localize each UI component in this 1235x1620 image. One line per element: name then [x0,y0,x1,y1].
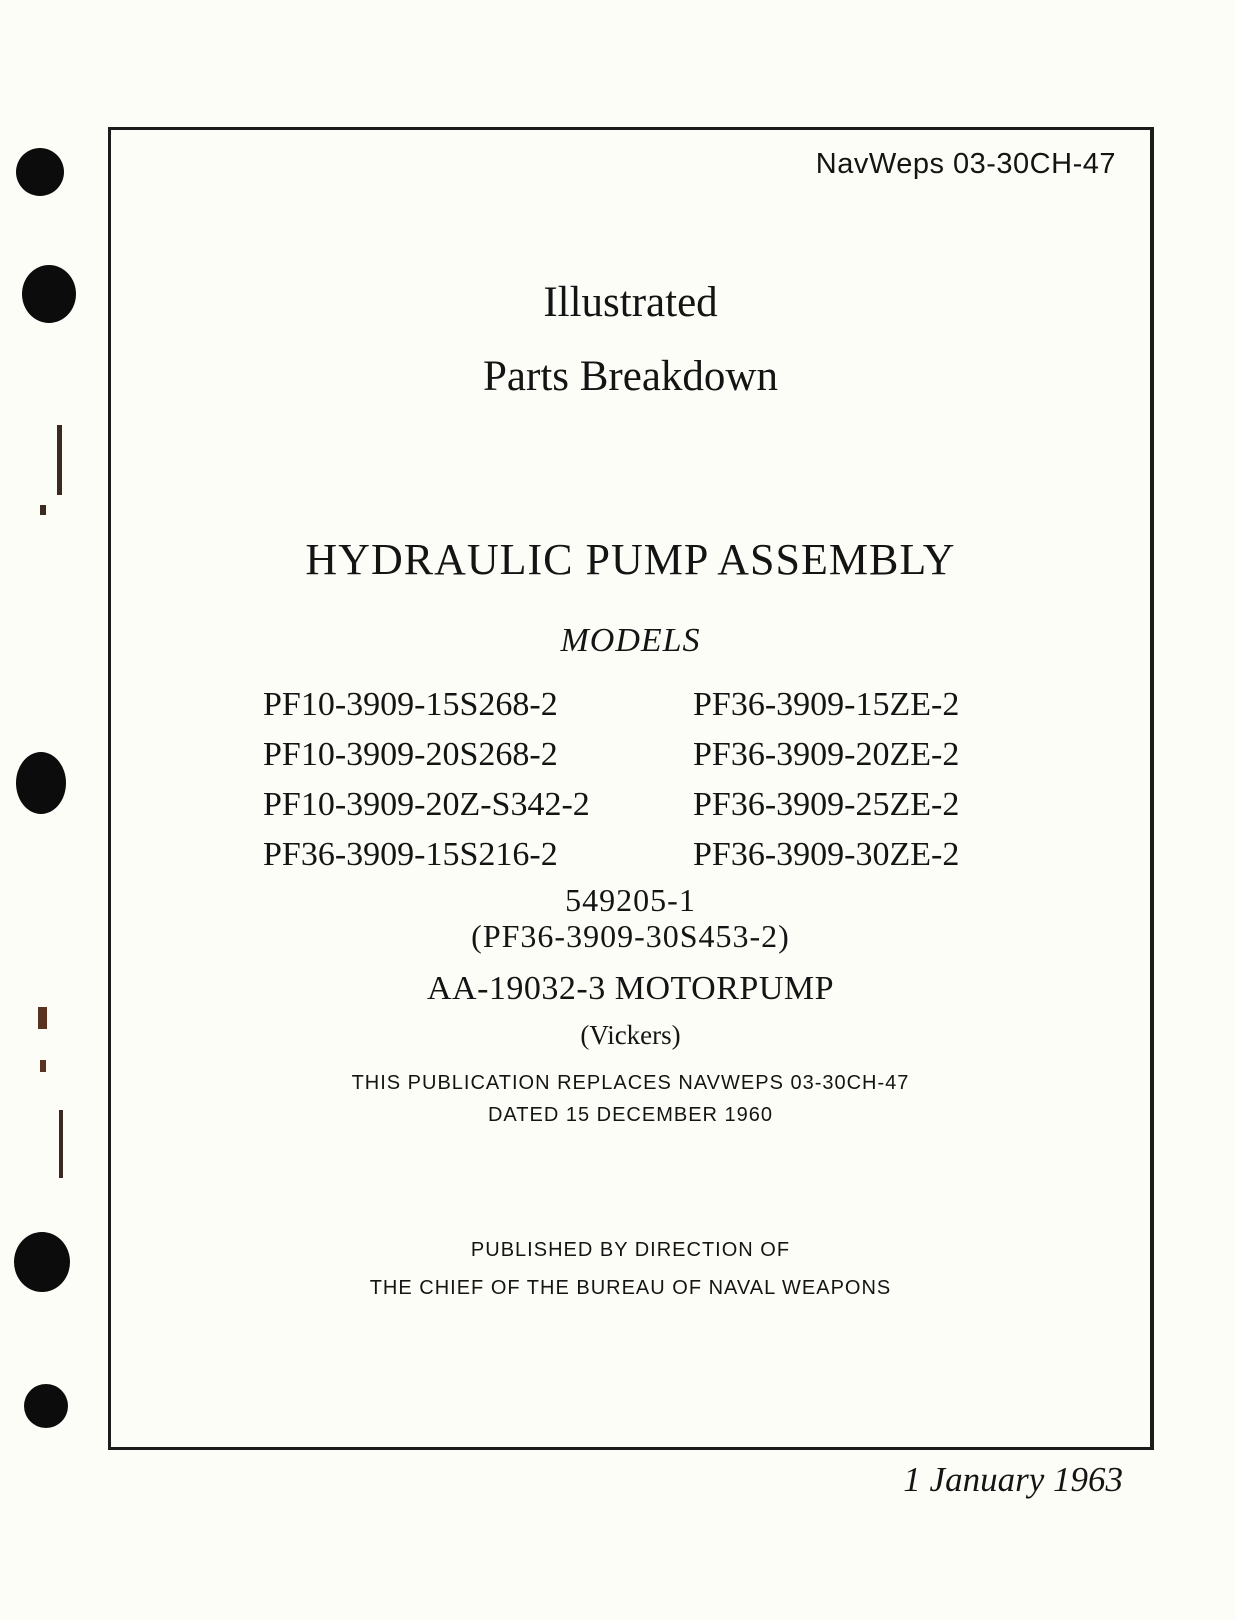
document-number: NavWeps 03-30CH-47 [815,148,1116,180]
manufacturer: (Vickers) [580,1020,681,1050]
punch-hole [22,265,76,323]
model-number: PF36-3909-15S216-2 [263,836,558,873]
binding-mark [38,1007,47,1029]
publisher-line-1: PUBLISHED BY DIRECTION OF [470,1239,791,1261]
binding-mark [59,1110,63,1178]
binding-mark [40,505,46,515]
models-right-column [693,680,959,880]
model-number: PF10-3909-20Z-S342-2 [263,786,590,823]
models-heading: MODELS [560,622,701,659]
punch-hole [16,752,66,814]
binding-mark [40,1060,46,1072]
model-number: PF10-3909-15S268-2 [263,686,558,723]
extra-model-alias: (PF36-3909-30S453-2) [471,918,790,954]
model-number: PF36-3909-30ZE-2 [693,836,960,873]
model-number: PF36-3909-25ZE-2 [693,786,960,823]
replacement-notice-line-1: THIS PUBLICATION REPLACES NAVWEPS 03-30CH-47 [351,1072,910,1094]
title-line-2: Parts Breakdown [483,353,778,400]
punch-hole [24,1384,68,1428]
motorpump-title: AA-19032-3 MOTORPUMP [426,970,835,1007]
models-left-column [263,680,590,880]
subject-title: HYDRAULIC PUMP ASSEMBLY [305,535,956,584]
issue-date: 1 January 1963 [903,1460,1123,1499]
binding-mark [57,425,62,495]
title-line-1: Illustrated [543,279,718,326]
model-number: PF36-3909-15ZE-2 [693,686,960,723]
model-number: PF10-3909-20S268-2 [263,736,558,773]
page-frame [108,127,1154,1450]
model-number: PF36-3909-20ZE-2 [693,736,960,773]
punch-hole [14,1232,70,1292]
replacement-notice-line-2: DATED 15 DECEMBER 1960 [487,1104,774,1126]
punch-hole [16,148,64,196]
publisher-line-2: THE CHIEF OF THE BUREAU OF NAVAL WEAPONS [369,1277,892,1299]
extra-model-number: 549205-1 [565,882,696,918]
